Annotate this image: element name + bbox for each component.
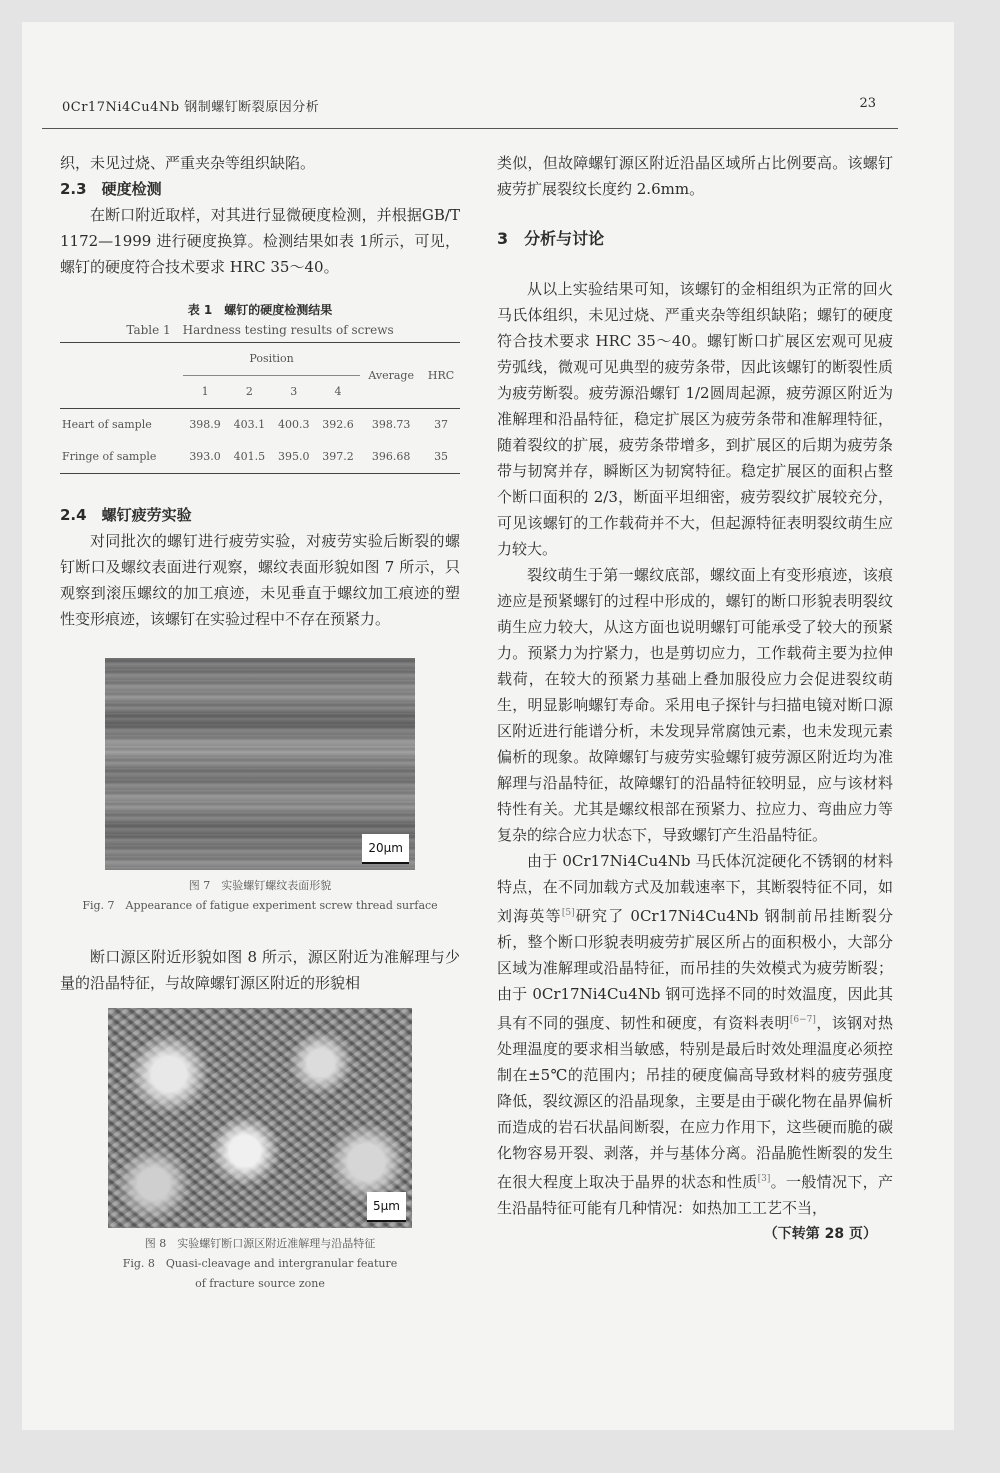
table-cell: 395.0 [272,441,316,474]
table-cell: 393.0 [183,441,227,474]
figure-8-caption-zh: 图 8 实验螺钉断口源区附近准解理与沿晶特征 [144,1237,376,1250]
column-header: 3 [272,376,316,409]
paragraph: 在断口附近取样，对其进行显微硬度检测，并根据GB/T 1172—1999 进行硬度换算。检测结果如表 1所示，可见，螺钉的硬度符合技术要求 HRC 35～40。 [60,206,460,276]
continued-note: （下转第 28 页） [763,1226,877,1242]
running-title: 0Cr17Ni4Cu4Nb 钢制螺钉断裂原因分析 [62,100,320,115]
paragraph: 类似，但故障螺钉源区附近沿晶区域所占比例要高。该螺钉疲劳扩展裂纹长度约 2.6mm。 [497,154,893,198]
table-cell: 397.2 [316,441,360,474]
running-header [42,84,898,129]
figure-8-caption-en: of fracture source zone [195,1277,325,1290]
column-header: Position [183,343,360,376]
paragraph: 从以上实验结果可知，该螺钉的金相组织为正常的回火马氏体组织，未见过烧、严重夹杂等组织缺陷；螺钉的硬度符合技术要求 HRC 35～40。螺钉断口扩展区宏观可见疲劳弧线，微观可见典型的疲劳条带，因此该螺钉的断裂性质为疲劳断裂。疲劳源沿螺钉 1/2圆周起源，疲劳源区附近为准解理和沿晶特征，稳定扩展区为疲劳条带和准解理特征，随着裂纹的扩展，疲劳条带增多，到扩展区的后期为疲劳条带与韧窝并存，瞬断区为韧窝特征。稳定扩展区的面积占整个断口面积的 2/3，断面平坦细密，疲劳裂纹扩展较充分，可见该螺钉的工作载荷并不大，但起源特征表明裂纹萌生应力较大。 [497,280,893,558]
scale-bar: 20μm [362,834,409,864]
table-row [60,409,460,442]
left-column [60,150,460,1294]
figure-7-caption-en: Fig. 7 Appearance of fatigue experiment screw thread surface [82,899,438,912]
paragraph [497,848,893,1221]
row-label: Heart of sample [62,418,152,431]
paragraph: 裂纹萌生于第一螺纹底部，螺纹面上有变形痕迹，该痕迹应是预紧螺钉的过程中形成的，螺钉的断口形貌表明裂纹萌生应力较大，从这方面也说明螺钉可能承受了较大的预紧力。预紧力为拧紧力，也是剪切应力，工作载荷主要为拉伸载荷，在较大的预紧力基础上叠加服役应力会促进裂纹萌生，明显影响螺钉寿命。采用电子探针与扫描电镜对断口源区附近进行能谱分析，未发现异常腐蚀元素，也未发现元素偏析的现象。故障螺钉与疲劳实验螺钉疲劳源区附近均为准解理与沿晶特征，故障螺钉的沿晶特征较明显，应与该材料特性有关。尤其是螺纹根部在预紧力、拉应力、弯曲应力等复杂的综合应力状态下，导致螺钉产生沿晶特征。 [497,566,893,844]
figure-8-image [108,1008,412,1228]
table-cell: 396.68 [360,441,422,474]
right-column [497,150,893,1247]
column-header: HRC [422,343,460,409]
figure-7-image [105,658,415,870]
table-cell: 401.5 [227,441,271,474]
table-caption-zh: 表 1 螺钉的硬度检测结果 [187,303,333,317]
table-cell: 398.73 [371,418,411,431]
table-cell: 392.6 [322,418,354,431]
text-run: 研究了 0Cr17Ni4Cu4Nb 钢制前吊挂断裂分析，整个断口形貌表明疲劳扩展区所占的面积极小，大部分区域为准解理或沿晶特征，而吊挂的失效模式为疲劳断裂；由于 0Cr17Ni4Cu4Nb 钢可选择不同的时效温度，因此其具有不同的强度、韧性和硬度，有资料表明 [497,907,893,1032]
table-row [60,441,460,474]
hardness-table [60,342,460,474]
figure-8-caption-en: Fig. 8 Quasi-cleavage and intergranular feature [122,1257,398,1270]
column-header: 2 [227,376,271,409]
table-cell: 35 [422,441,460,474]
table-cell: 403.1 [233,418,266,431]
section-heading-2-4: 2.4 螺钉疲劳实验 [60,506,192,524]
text-run: 。一般情况下，产生沿晶特征可能有几种情况：如热加工工艺不当， [497,1173,893,1217]
row-label: Fringe of sample [60,441,183,474]
citation[interactable]: [5] [561,908,575,918]
table-cell: 37 [434,418,449,431]
paragraph: 断口源区附近形貌如图 8 所示，源区附近为准解理与少量的沿晶特征，与故障螺钉源区附近的形貌相 [60,948,460,992]
section-heading-2-3: 2.3 硬度检测 [60,180,162,198]
column-header: Average [360,343,422,409]
paragraph: 织，未见过烧、严重夹杂等组织缺陷。 [60,154,316,172]
section-heading-3: 3 分析与讨论 [497,229,605,248]
citation[interactable]: [6−7] [789,1015,816,1025]
scale-bar: 5μm [367,1192,406,1222]
text-run: ，该钢对热处理温度的要求相当敏感，特别是最后时效处理温度必须控制在±5℃的范围内；吊挂的硬度偏高导致材料的疲劳强度降低，裂纹源区的沿晶现象，主要是由于碳化物在晶界偏析而造成的岩石状晶间断裂，在应力作用下，这些硬而脆的碳化物容易开裂、剥落，并与基体分离。沿晶脆性断裂的发生在很大程度上取决于晶界的状态和性质 [497,1014,893,1191]
page-number: 23 [859,96,876,111]
text-run: 由于 0Cr17Ni4Cu4Nb 马氏体沉淀硬化不锈钢的材料特点，在不同加载方式及加载速率下，其断裂特征不同，如刘海英等 [497,852,893,925]
figure-7-caption-zh: 图 7 实验螺钉螺纹表面形貌 [188,879,332,892]
column-header: 1 [183,376,227,409]
table-cell: 398.9 [189,418,221,431]
column-header: 4 [316,376,360,409]
table-caption-en: Table 1 Hardness testing results of screws [126,323,394,337]
table-cell: 400.3 [277,418,310,431]
citation[interactable]: [3] [757,1174,771,1184]
paragraph: 对同批次的螺钉进行疲劳实验，对疲劳实验后断裂的螺钉断口及螺纹表面进行观察，螺纹表面形貌如图 7 所示，只观察到滚压螺纹的加工痕迹，未见垂直于螺纹加工痕迹的塑性变形痕迹，该螺钉在实验过程中不存在预紧力。 [60,532,460,628]
